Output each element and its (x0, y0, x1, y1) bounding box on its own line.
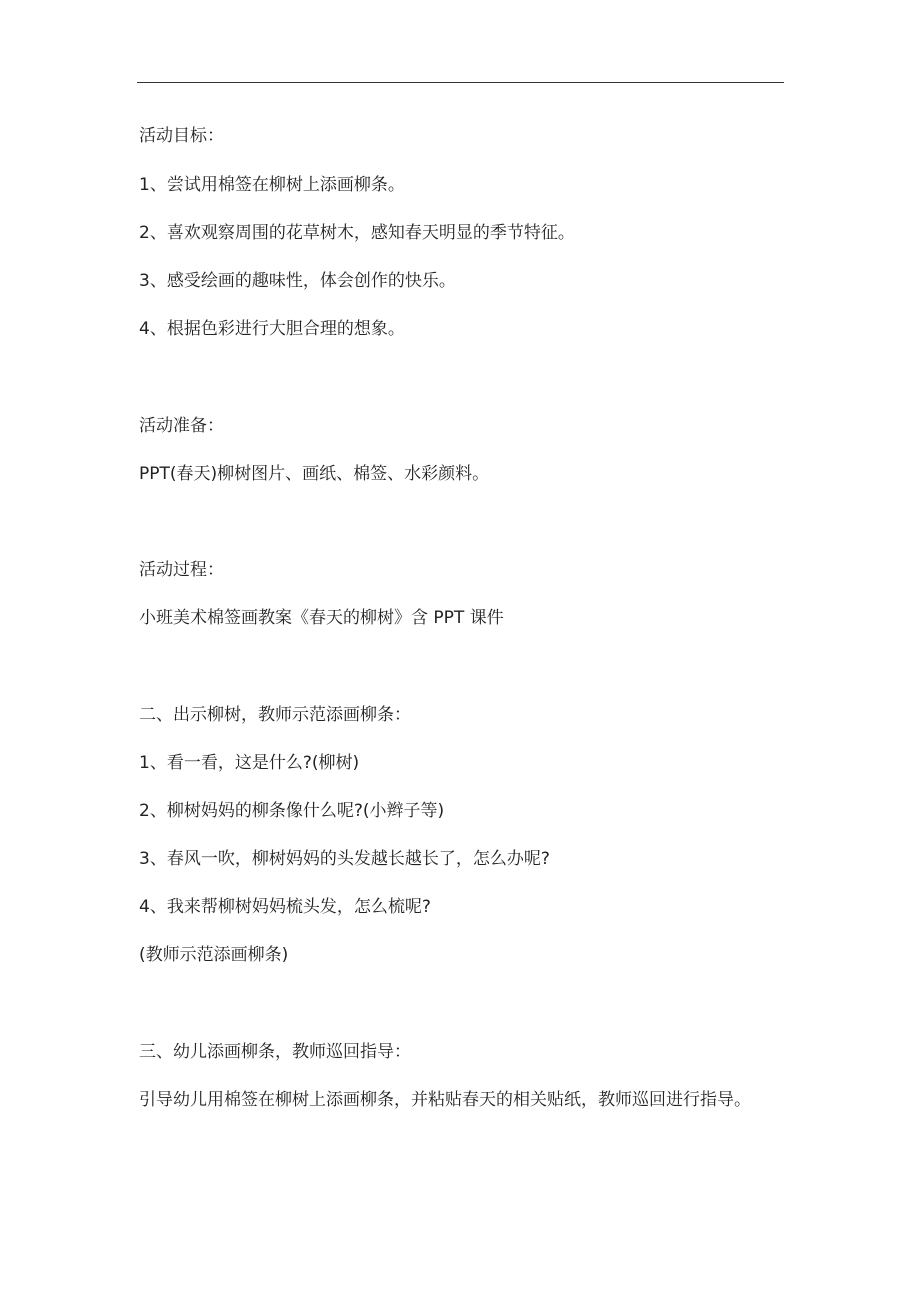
section-two-heading: 二、出示柳树，教师示范添画柳条： (139, 705, 411, 725)
goal-item-1: 1、尝试用棉签在柳树上添画柳条。 (139, 175, 405, 195)
goal-item-3: 3、感受绘画的趣味性，体会创作的快乐。 (139, 271, 456, 291)
goal-item-4: 4、根据色彩进行大胆合理的想象。 (139, 319, 405, 339)
process-heading: 活动过程： (139, 560, 224, 580)
section-two-item-4: 4、我来帮柳树妈妈梳头发，怎么梳呢? (139, 897, 431, 917)
section-three-heading: 三、幼儿添画柳条，教师巡回指导： (139, 1042, 411, 1062)
process-text: 小班美术棉签画教案《春天的柳树》含 PPT 课件 (139, 608, 504, 628)
preparation-heading: 活动准备： (139, 416, 224, 436)
goals-heading: 活动目标： (139, 126, 224, 146)
header-rule (137, 82, 784, 83)
goal-item-2: 2、喜欢观察周围的花草树木，感知春天明显的季节特征。 (139, 223, 575, 243)
section-two-item-3: 3、春风一吹，柳树妈妈的头发越长越长了，怎么办呢? (139, 849, 550, 869)
section-three-text: 引导幼儿用棉签在柳树上添画柳条，并粘贴春天的相关贴纸，教师巡回进行指导。 (139, 1090, 751, 1110)
section-two-note: (教师示范添画柳条) (139, 945, 289, 965)
preparation-text: PPT(春天)柳树图片、画纸、棉签、水彩颜料。 (139, 464, 490, 484)
section-two-item-2: 2、柳树妈妈的柳条像什么呢?(小辫子等) (139, 801, 445, 821)
section-two-item-1: 1、看一看，这是什么?(柳树) (139, 753, 360, 773)
